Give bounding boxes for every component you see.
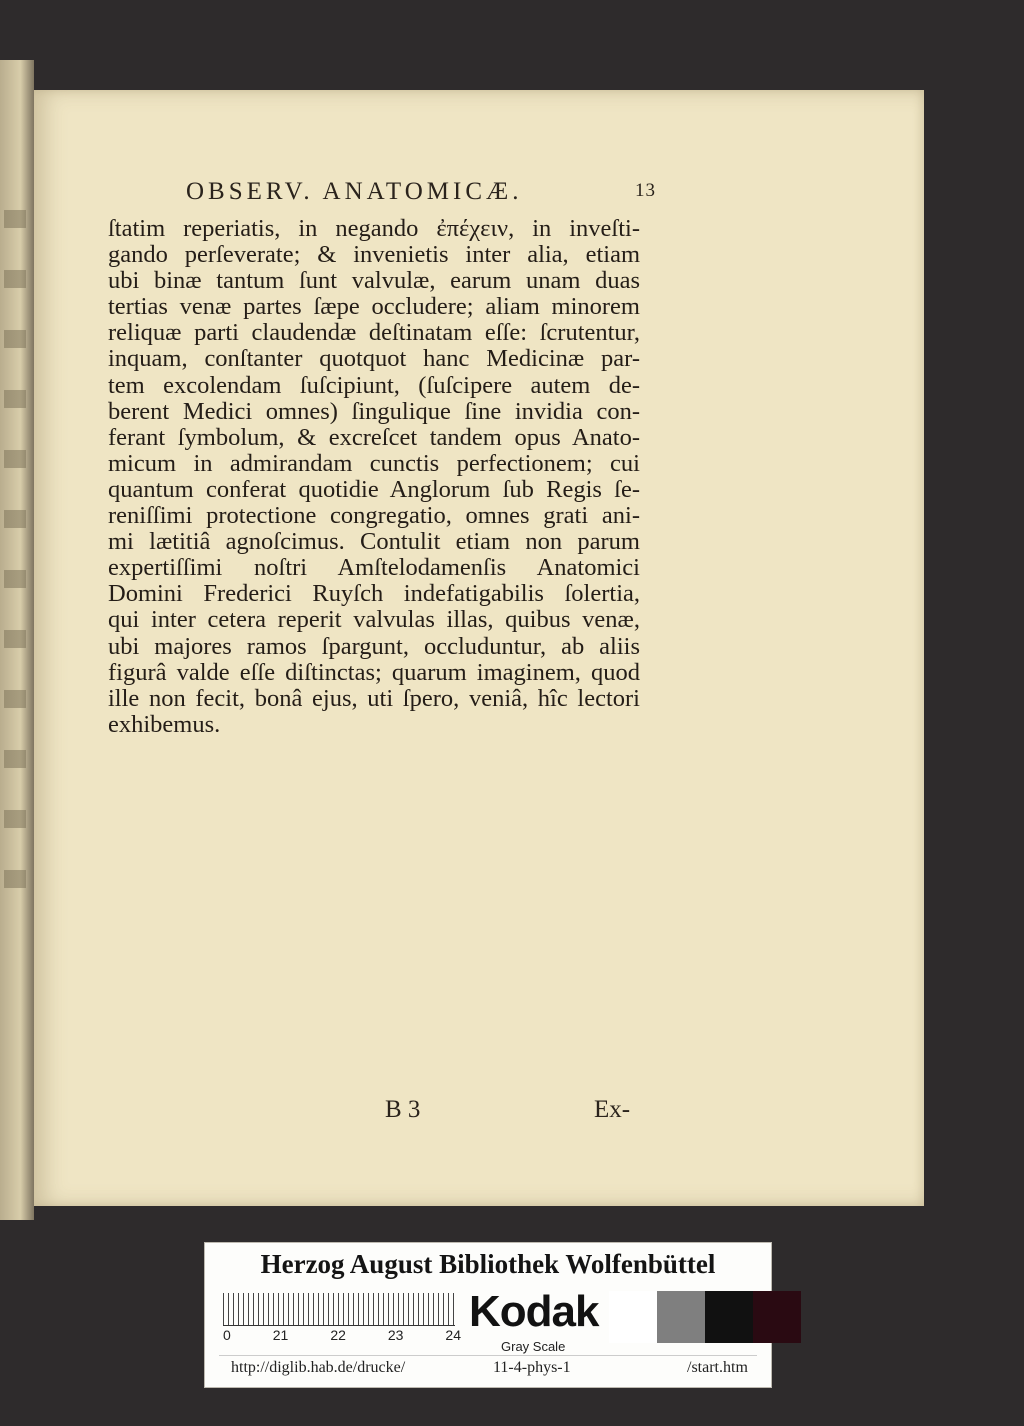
text-line: exhibemus. bbox=[108, 710, 221, 738]
ruler-number: 23 bbox=[387, 1327, 404, 1343]
text-line: expertiſſimi noſtri Amſtelodamenſis Anatomici bbox=[108, 554, 640, 582]
ruler-number: 22 bbox=[330, 1327, 346, 1343]
text-line: figurâ valde eſſe diſtinctas; quarum imaginem, quod bbox=[108, 658, 640, 686]
library-name: Herzog August Bibliothek Wolfenbüttel bbox=[260, 1249, 716, 1279]
url-suffix: /start.htm bbox=[687, 1359, 748, 1376]
text-line: Domini Frederici Ruyſch indefatigabilis ſolertia, bbox=[108, 580, 640, 608]
text-line: ſtatim reperiatis, in negando ἐπέχειν, in inveſti- bbox=[108, 215, 640, 242]
ruler-number: 0 bbox=[223, 1327, 231, 1343]
ruler-numbers bbox=[223, 1327, 461, 1343]
ruler-number: 24 bbox=[445, 1327, 461, 1343]
text-line: mi lætitiâ agnoſcimus. Contulit etiam non parum bbox=[108, 528, 640, 556]
kodak-logo: Kodak bbox=[469, 1287, 599, 1336]
gray-swatches bbox=[609, 1291, 801, 1343]
text-line: ubi binæ tantum ſunt valvulæ, earum unam duas bbox=[108, 267, 640, 295]
scale-ruler bbox=[223, 1293, 455, 1326]
text-line: ubi majores ramos ſpargunt, occluduntur, ab aliis bbox=[108, 632, 640, 660]
text-line: inquam, conſtanter quotquot hanc Medicinæ par- bbox=[108, 345, 640, 373]
gray-swatch bbox=[705, 1291, 753, 1343]
running-title: OBSERV. ANATOMICÆ. bbox=[186, 178, 523, 205]
adjacent-page-edge bbox=[0, 60, 34, 1220]
text-line: tem excolendam ſuſcipiunt, (ſuſcipere autem de- bbox=[108, 371, 640, 399]
page-number: 13 bbox=[635, 180, 656, 201]
document-id: 11-4-phys-1 bbox=[493, 1359, 571, 1376]
catchword: Ex- bbox=[594, 1096, 631, 1123]
label-divider bbox=[219, 1355, 757, 1356]
text-line: quantum conferat quotidie Anglorum ſub Regis ſe- bbox=[108, 475, 640, 503]
gray-scale-label: Gray Scale bbox=[501, 1339, 566, 1354]
text-line: ferant ſymbolum, & excreſcet tandem opus Anato- bbox=[108, 423, 640, 451]
text-line: reliquæ parti claudendæ deſtinatam eſſe: ſcrutentur, bbox=[108, 319, 640, 347]
running-header bbox=[186, 178, 656, 206]
url-prefix: http://diglib.hab.de/drucke/ bbox=[231, 1359, 406, 1376]
text-line: qui inter cetera reperit valvulas illas, quibus venæ, bbox=[108, 606, 640, 634]
text-line: gando perſeverate; & invenietis inter alia, etiam bbox=[108, 241, 640, 269]
gray-swatch bbox=[609, 1291, 657, 1343]
gray-swatch bbox=[753, 1291, 801, 1343]
text-line: tertias venæ partes ſæpe occludere; aliam minorem bbox=[108, 293, 640, 321]
text-line: micum in admirandam cunctis perfectionem; cui bbox=[108, 449, 640, 477]
body-text bbox=[108, 216, 640, 738]
text-line: reniſſimi protectione congregatio, omnes grati ani- bbox=[108, 502, 640, 530]
text-line: berent Medici omnes) ſingulique ſine invidia con- bbox=[108, 397, 640, 425]
text-line: ille non fecit, bonâ ejus, uti ſpero, veniâ, hîc lectori bbox=[108, 684, 640, 712]
gray-swatch bbox=[657, 1291, 705, 1343]
signature-mark: B 3 bbox=[385, 1096, 421, 1123]
spine-marks bbox=[4, 210, 26, 910]
ruler-number: 21 bbox=[272, 1327, 289, 1343]
library-label-card bbox=[204, 1242, 772, 1388]
